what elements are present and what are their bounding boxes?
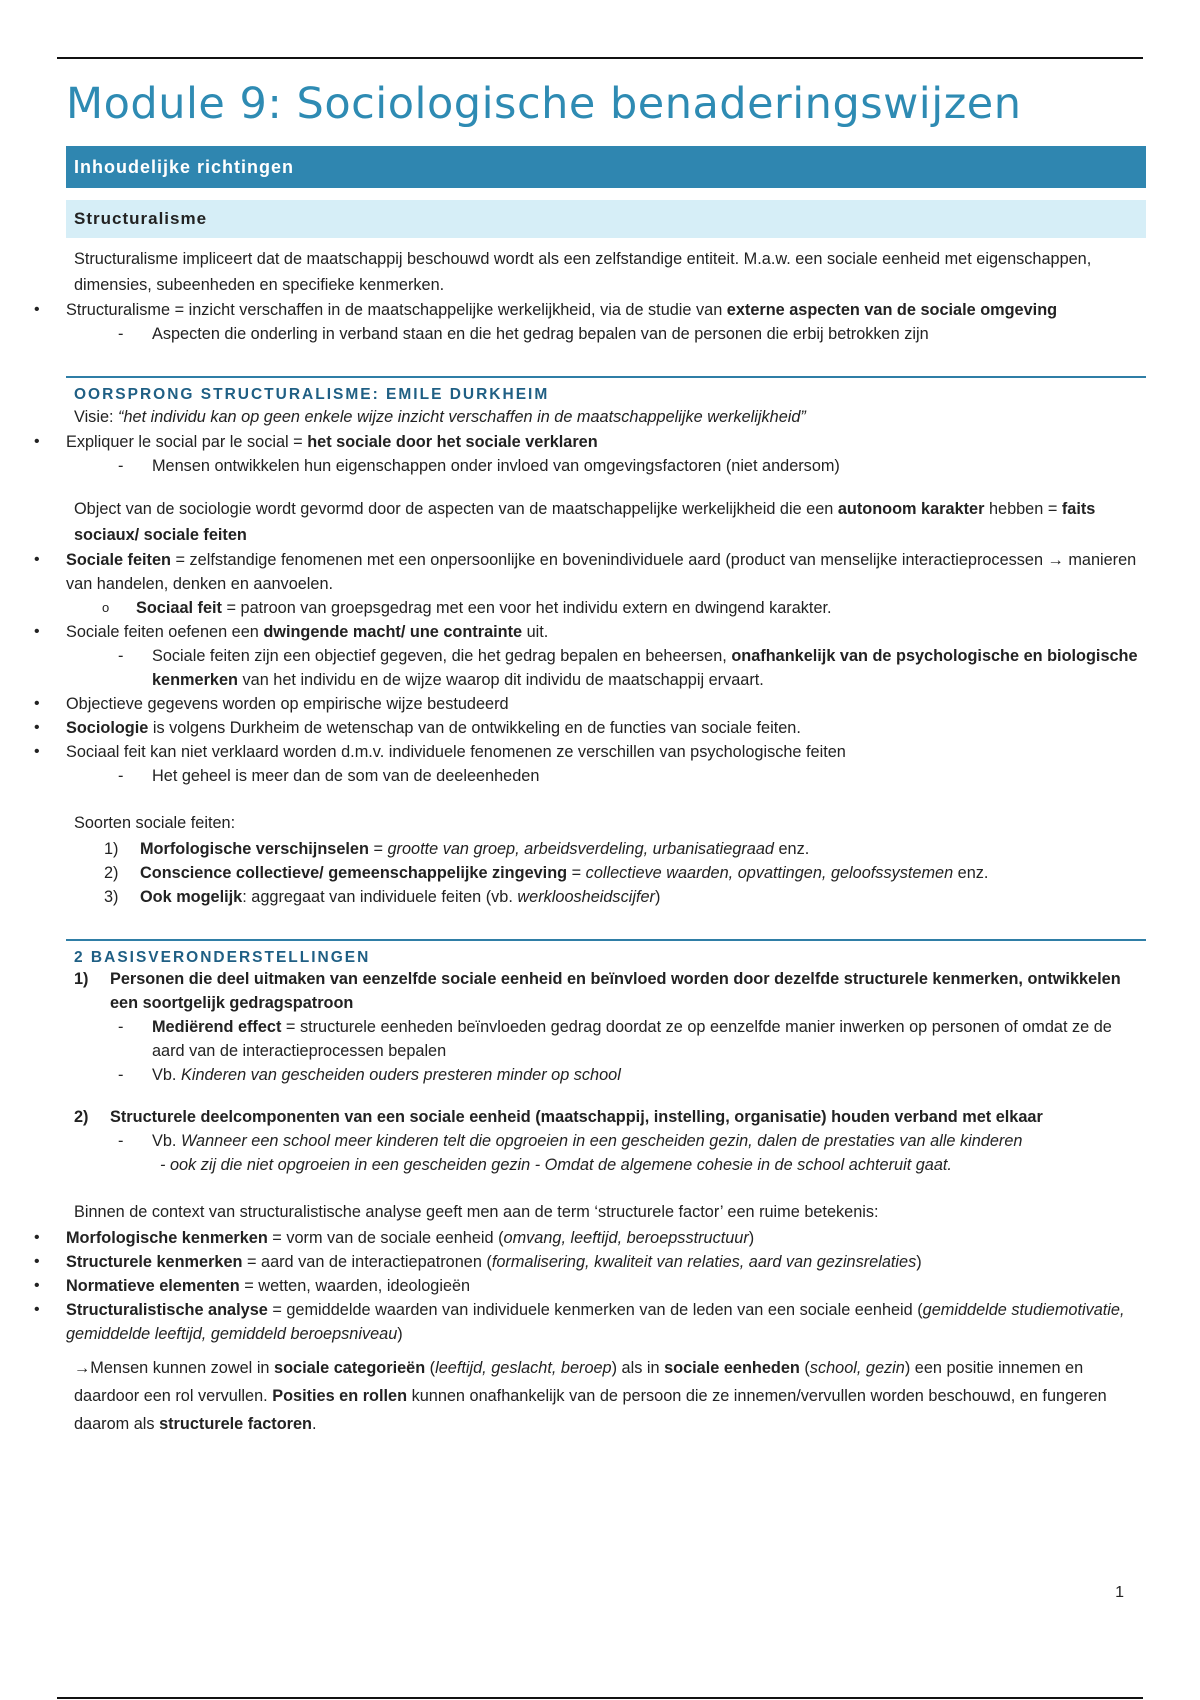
- dash-item: - Aspecten die onderling in verband staan en die het gedrag bepalen van de personen die erbij betrokken zijn: [66, 322, 1146, 346]
- visie-line: Visie: “het individu kan op geen enkele wijze inzicht verschaffen in de maatschappelijke werkelijkheid”: [74, 408, 806, 426]
- context-paragraph: Binnen de context van structuralistische analyse geeft men aan de term ‘structurele factor’ een ruime betekenis:: [74, 1203, 879, 1221]
- page-number: 1: [1115, 1584, 1124, 1601]
- list-item: • Sociaal feit kan niet verklaard worden d.m.v. individuele fenomenen ze verschillen van psychologische feiten: [66, 740, 1146, 764]
- list-item: • Expliquer le social par le social = het sociale door het sociale verklaren: [66, 430, 1146, 454]
- list-item: • Sociale feiten oefenen een dwingende macht/ une contrainte uit.: [66, 620, 1146, 644]
- section-heading-oorsprong: OORSPRONG STRUCTURALISME: EMILE DURKHEIM: [66, 376, 1146, 404]
- numbered-item: 1) Personen die deel uitmaken van eenzelfde sociale eenheid en beïnvloed worden door dezelfde structurele kenmerken, ontwikkelen een soortgelijk gedragspatroon: [74, 970, 1121, 1012]
- dash-continuation: - ook zij die niet opgroeien in een gescheiden gezin - Omdat de algemene cohesie in de school achteruit gaat.: [160, 1156, 952, 1174]
- section-heading-basis: 2 BASISVERONDERSTELLINGEN: [66, 939, 1146, 967]
- list-item: • Structurele kenmerken = aard van de interactiepatronen (formalisering, kwaliteit van relaties, aard van gezinsrelaties): [66, 1250, 1146, 1274]
- dash-item: - Vb. Wanneer een school meer kinderen telt die opgroeien in een gescheiden gezin, dalen de prestaties van alle kinderen: [66, 1129, 1146, 1153]
- intro-bullets: [66, 298, 1146, 322]
- list-item: • Objectieve gegevens worden op empirische wijze bestudeerd: [66, 692, 1146, 716]
- conclusion-paragraph: →Mensen kunnen zowel in sociale categorieën (leeftijd, geslacht, beroep) als in sociale eenheden (school, gezin) een positie innemen en daardoor een rol vervullen. Posities en rollen kunnen onafhankelijk van de persoon die ze innemen/vervullen worden beschouwd, en fungeren daarom als structurele factoren.: [74, 1359, 1107, 1433]
- top-rule: [57, 57, 1143, 59]
- section-bar: Inhoudelijke richtingen: [66, 146, 1146, 188]
- page-title: Module 9: Sociologische benaderingswijzen: [66, 79, 1022, 129]
- factors-list: [66, 1226, 1146, 1346]
- object-paragraph: Object van de sociologie wordt gevormd door de aspecten van de maatschappelijke werkelijkheid die een autonoom karakter hebben = faits sociaux/ sociale feiten: [74, 500, 1096, 544]
- document-page: [66, 76, 1146, 1438]
- dash-item: - Vb. Kinderen van gescheiden ouders presteren minder op school: [66, 1063, 1146, 1087]
- subsection-bar: Structuralisme: [66, 200, 1146, 238]
- circle-item: o Sociaal feit = patroon van groepsgedrag met een voor het individu extern en dwingend karakter.: [66, 596, 1146, 620]
- dash-item: - Het geheel is meer dan de som van de deeleenheden: [66, 764, 1146, 788]
- list-item: • Structuralistische analyse = gemiddelde waarden van individuele kenmerken van de leden van een sociale eenheid (gemiddelde studiemotivatie, gemiddelde leeftijd, gemiddeld beroepsniveau): [66, 1298, 1146, 1346]
- list-item: • Morfologische kenmerken = vorm van de sociale eenheid (omvang, leeftijd, beroepsstructuur): [66, 1226, 1146, 1250]
- list-item: • Sociologie is volgens Durkheim de wetenschap van de ontwikkeling en de functies van sociale feiten.: [66, 716, 1146, 740]
- list-item: 2) Conscience collectieve/ gemeenschappelijke zingeving = collectieve waarden, opvattingen, geloofssystemen enz.: [104, 864, 989, 882]
- intro-paragraph: Structuralisme impliceert dat de maatschappij beschouwd wordt als een zelfstandige entiteit. M.a.w. een sociale eenheid met eigenschappen, dimensies, subeenheden en specifieke kenmerken.: [74, 250, 1092, 294]
- list-item: • Normatieve elementen = wetten, waarden, ideologieën: [66, 1274, 1146, 1298]
- soorten-label: Soorten sociale feiten:: [74, 814, 236, 832]
- list-item: 1) Morfologische verschijnselen = grootte van groep, arbeidsverdeling, urbanisatiegraad enz.: [104, 840, 810, 858]
- list-item: • Structuralisme = inzicht verschaffen in de maatschappelijke werkelijkheid, via de studie van externe aspecten van de sociale omgeving: [66, 298, 1146, 322]
- list-item: 3) Ook mogelijk: aggregaat van individuele feiten (vb. werkloosheidscijfer): [104, 888, 661, 906]
- soorten-list: [66, 837, 1146, 909]
- dash-item: - Sociale feiten zijn een objectief gegeven, die het gedrag bepalen en beheersen, onafhankelijk van de psychologische en biologische kenmerken van het individu en de wijze waarop dit individu de maatschappij ervaart.: [66, 644, 1146, 692]
- dash-item: - Mediërend effect = structurele eenheden beïnvloeden gedrag doordat ze op eenzelfde manier inwerken op personen of omdat ze de aard van de interactieprocessen bepalen: [66, 1015, 1146, 1063]
- dash-item: - Mensen ontwikkelen hun eigenschappen onder invloed van omgevingsfactoren (niet andersom): [66, 454, 1146, 478]
- bottom-rule: [57, 1697, 1143, 1699]
- list-item: • Sociale feiten = zelfstandige fenomenen met een onpersoonlijke en bovenindividuele aard (product van menselijke interactieprocessen → manieren van handelen, denken en aanvoelen.: [66, 548, 1146, 596]
- numbered-item: 2) Structurele deelcomponenten van een sociale eenheid (maatschappij, instelling, organisatie) houden verband met elkaar: [74, 1108, 1043, 1126]
